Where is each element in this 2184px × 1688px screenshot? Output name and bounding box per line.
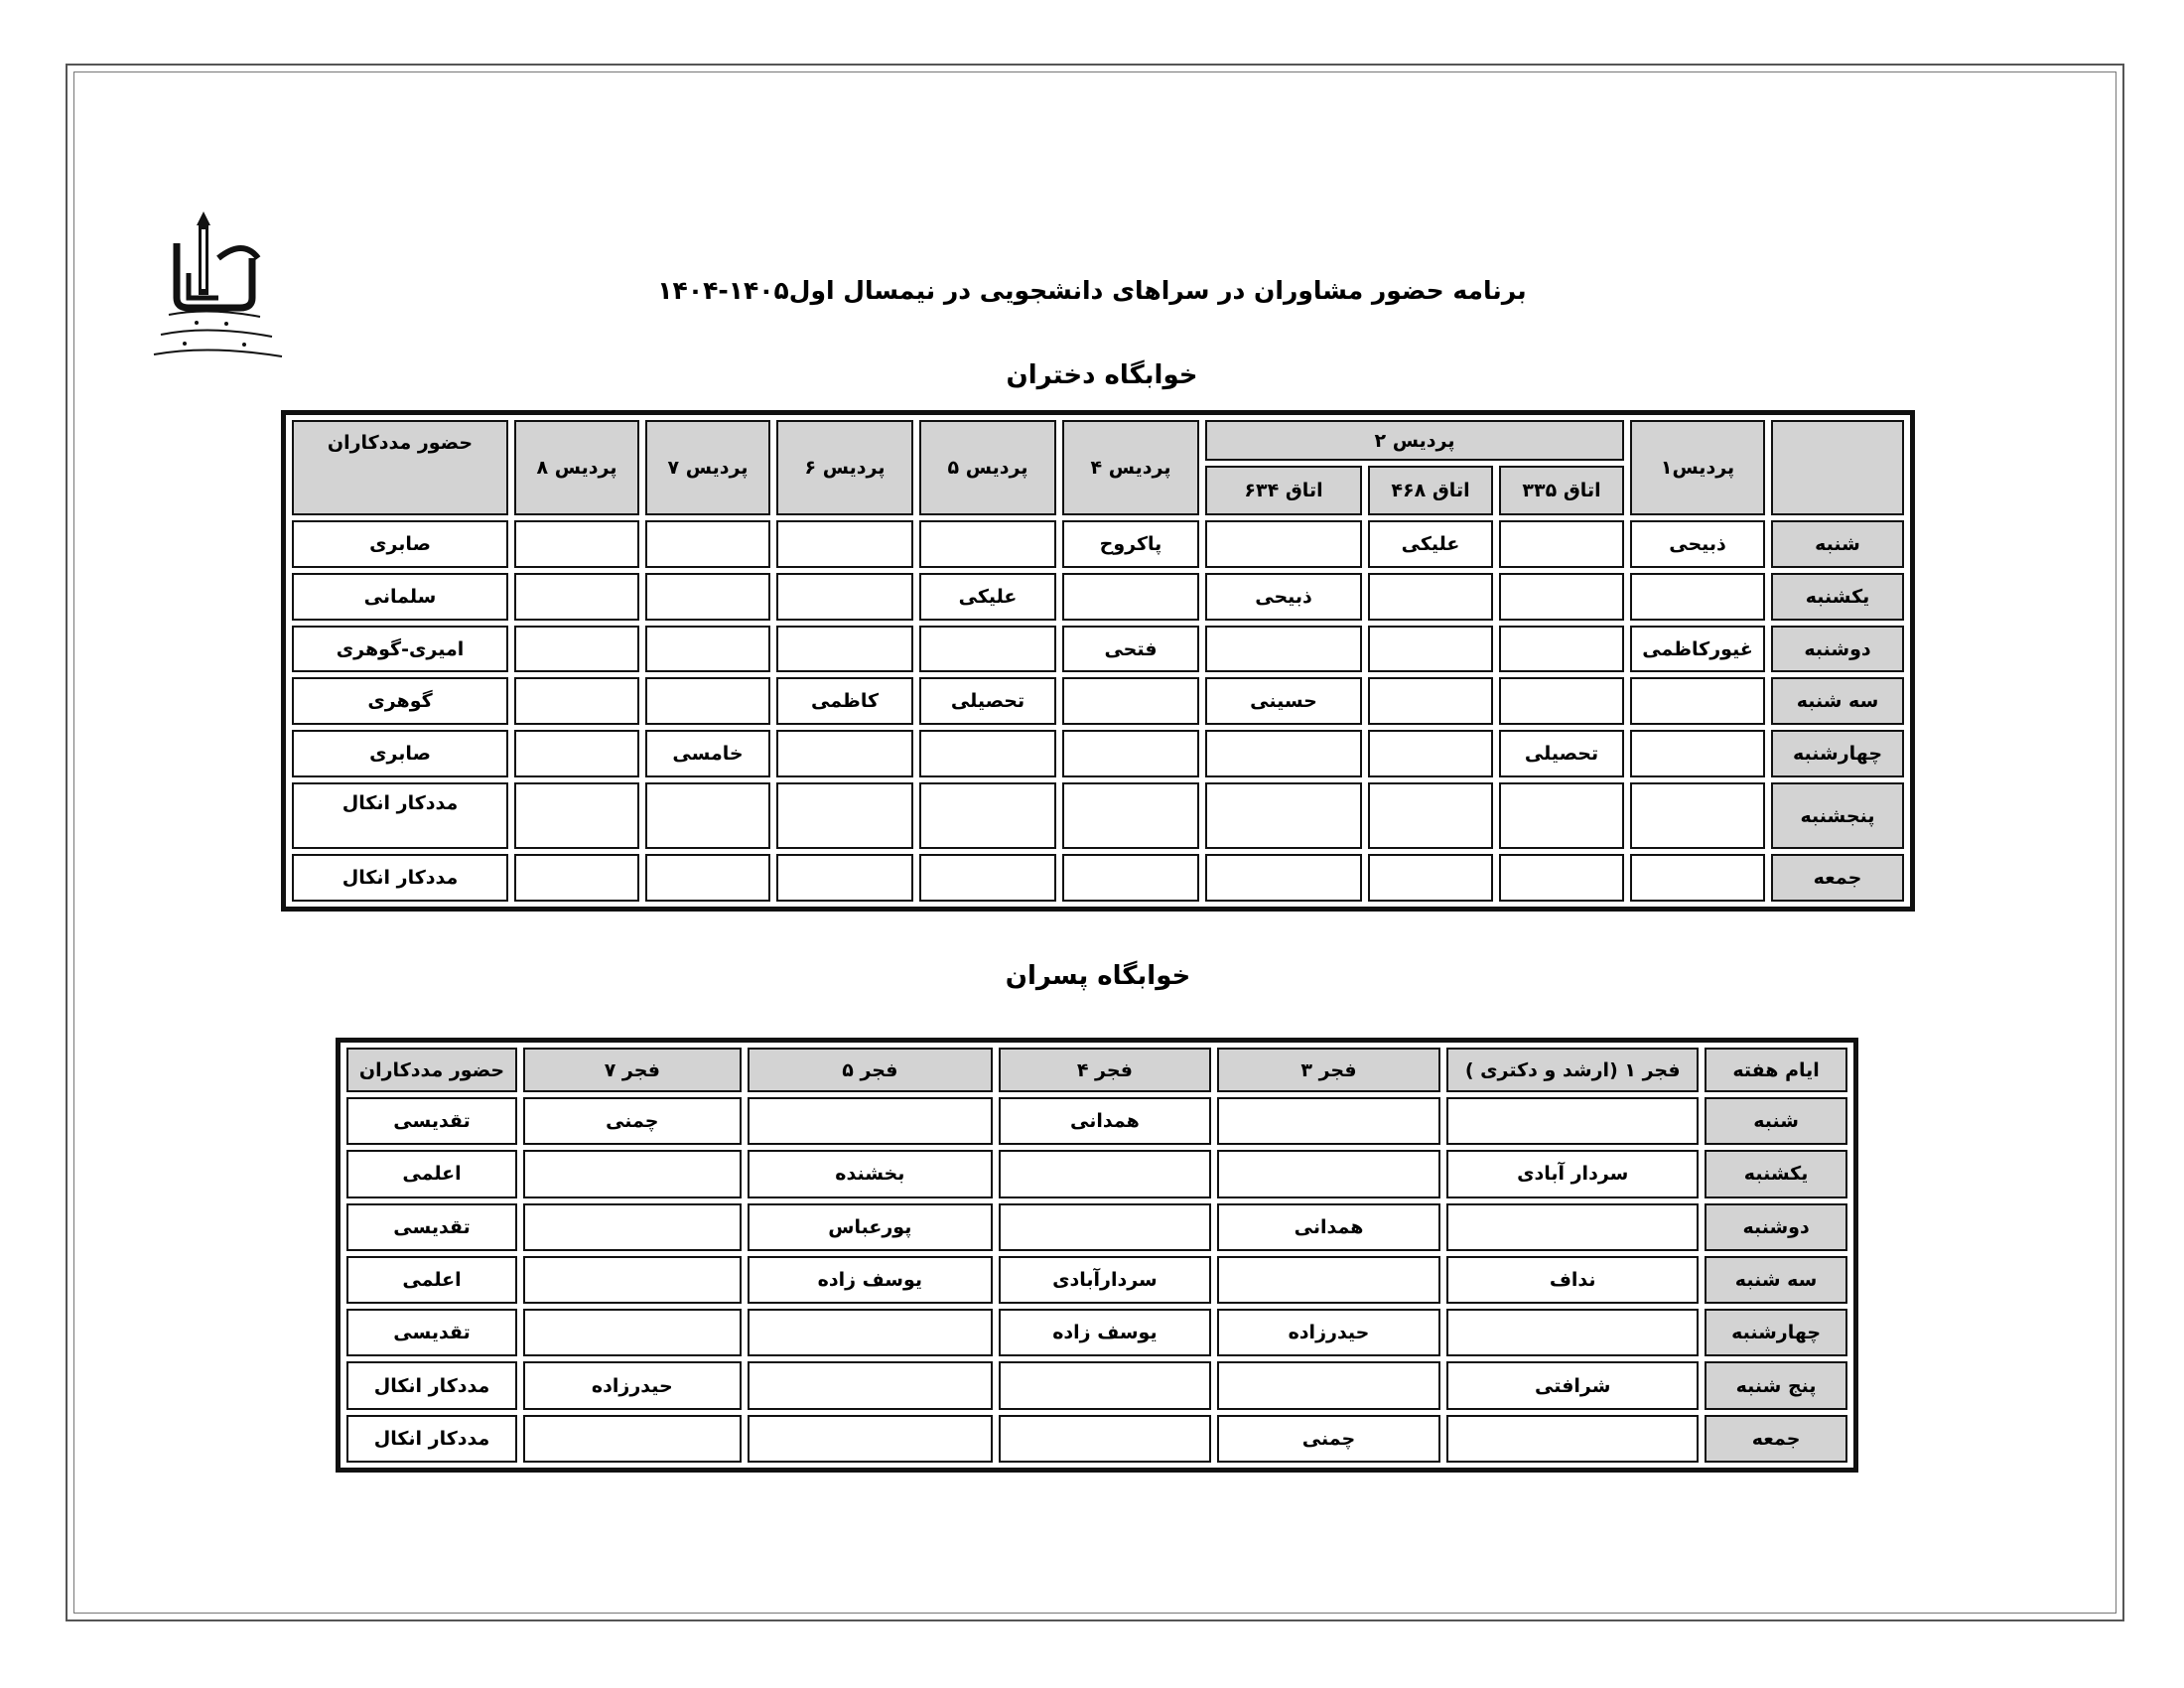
table-cell — [919, 730, 1056, 777]
table-cell — [748, 1309, 994, 1356]
table-cell — [1217, 1097, 1441, 1145]
table-row — [292, 730, 1904, 777]
table-cell — [1499, 782, 1624, 849]
helper-cell: مددکار انکال — [346, 1361, 517, 1409]
day-cell: پنج شنبه — [1705, 1361, 1847, 1409]
table-cell — [1446, 1203, 1699, 1251]
table-row — [346, 1203, 1847, 1251]
table-cell — [1217, 1150, 1441, 1197]
header-room-335: اتاق ۳۳۵ — [1499, 466, 1624, 515]
helper-cell: اعلمی — [346, 1256, 517, 1304]
day-cell: جمعه — [1705, 1415, 1847, 1463]
day-cell: پنجشنبه — [1771, 782, 1904, 849]
table-cell — [514, 520, 639, 568]
header-weekdays: ایام هفته — [1705, 1048, 1847, 1092]
table-cell — [1368, 573, 1493, 621]
table-cell: غیورکاظمی — [1630, 626, 1765, 673]
helper-cell: گوهری — [292, 677, 508, 725]
helper-cell: اعلمی — [346, 1150, 517, 1197]
table-cell — [919, 626, 1056, 673]
table-cell — [1062, 677, 1199, 725]
header-room-634: اتاق ۶۳۴ — [1205, 466, 1362, 515]
table-cell — [776, 626, 913, 673]
table-cell — [999, 1150, 1211, 1197]
header-pardis-7: پردیس ۷ — [645, 420, 770, 515]
header-fajr-4: فجر ۴ — [999, 1048, 1211, 1092]
table-row — [292, 573, 1904, 621]
table-cell — [645, 854, 770, 902]
table-cell: شرافتی — [1446, 1361, 1699, 1409]
table-cell — [776, 730, 913, 777]
table-cell — [645, 520, 770, 568]
helper-cell: مددکار انکال — [346, 1415, 517, 1463]
table-cell — [523, 1203, 742, 1251]
table-cell — [645, 782, 770, 849]
table-cell — [1368, 730, 1493, 777]
table-cell — [1205, 626, 1362, 673]
table-row — [292, 677, 1904, 725]
table-cell — [1062, 854, 1199, 902]
girls-dorm-heading: خوابگاه دختران — [1006, 360, 1198, 390]
table-cell: کاظمی — [776, 677, 913, 725]
day-cell: شنبه — [1771, 520, 1904, 568]
header-helpers: حضور مددکاران — [292, 420, 508, 515]
table-cell — [1368, 677, 1493, 725]
table-cell — [999, 1415, 1211, 1463]
header-fajr-5: فجر ۵ — [748, 1048, 994, 1092]
table-cell: همدانی — [1217, 1203, 1441, 1251]
table-cell — [514, 573, 639, 621]
table-cell — [776, 573, 913, 621]
header-fajr-1: فجر ۱ (ارشد و دکتری ) — [1446, 1048, 1699, 1092]
table-cell — [523, 1256, 742, 1304]
helper-cell: صابری — [292, 730, 508, 777]
table-cell — [1217, 1256, 1441, 1304]
helper-cell: تقدیسی — [346, 1097, 517, 1145]
table-cell: ذبیحی — [1205, 573, 1362, 621]
table-cell: سردارآبادی — [999, 1256, 1211, 1304]
table-cell: چمنی — [523, 1097, 742, 1145]
table-cell — [645, 677, 770, 725]
table-row — [292, 626, 1904, 673]
table-cell — [1062, 782, 1199, 849]
table-cell — [1446, 1309, 1699, 1356]
table-cell: یوسف زاده — [999, 1309, 1211, 1356]
table-cell: همدانی — [999, 1097, 1211, 1145]
table-row — [346, 1309, 1847, 1356]
table-cell — [1368, 626, 1493, 673]
table-cell — [1368, 782, 1493, 849]
table-cell: حسینی — [1205, 677, 1362, 725]
university-logo — [149, 204, 288, 372]
table-cell — [514, 854, 639, 902]
helper-cell: مددکار انکال — [292, 782, 508, 849]
header-room-468: اتاق ۴۶۸ — [1368, 466, 1493, 515]
header-helpers: حضور مددکاران — [346, 1048, 517, 1092]
table-row — [292, 782, 1904, 849]
corner-header-cell — [1771, 420, 1904, 515]
day-cell: جمعه — [1771, 854, 1904, 902]
table-cell — [1499, 520, 1624, 568]
table-cell: یوسف زاده — [748, 1256, 994, 1304]
header-pardis-5: پردیس ۵ — [919, 420, 1056, 515]
helper-cell: تقدیسی — [346, 1309, 517, 1356]
table-cell — [1205, 782, 1362, 849]
day-cell: شنبه — [1705, 1097, 1847, 1145]
table-row — [346, 1361, 1847, 1409]
helper-cell: سلمانی — [292, 573, 508, 621]
table-cell — [645, 573, 770, 621]
header-fajr-3: فجر ۳ — [1217, 1048, 1441, 1092]
table-row — [346, 1415, 1847, 1463]
table-cell: حیدرزاده — [523, 1361, 742, 1409]
helper-cell: امیری-گوهری — [292, 626, 508, 673]
header-pardis-4: پردیس ۴ — [1062, 420, 1199, 515]
table-cell — [514, 782, 639, 849]
table-cell — [748, 1097, 994, 1145]
table-cell — [919, 782, 1056, 849]
day-cell: چهارشنبه — [1771, 730, 1904, 777]
table-cell — [999, 1203, 1211, 1251]
header-pardis-1: پردیس۱ — [1630, 420, 1765, 515]
table-cell: تحصیلی — [1499, 730, 1624, 777]
table-cell: نداف — [1446, 1256, 1699, 1304]
table-cell — [523, 1309, 742, 1356]
table-cell: خامسی — [645, 730, 770, 777]
day-cell: سه شنبه — [1771, 677, 1904, 725]
day-cell: دوشنبه — [1705, 1203, 1847, 1251]
table-row — [346, 1097, 1847, 1145]
table-cell — [514, 626, 639, 673]
table-cell — [1630, 730, 1765, 777]
table-row — [346, 1256, 1847, 1304]
table-cell — [1205, 730, 1362, 777]
header-pardis-6: پردیس ۶ — [776, 420, 913, 515]
table-cell — [1205, 854, 1362, 902]
day-cell: یکشنبه — [1705, 1150, 1847, 1197]
table-cell: بخشنده — [748, 1150, 994, 1197]
table-cell — [1499, 854, 1624, 902]
header-pardis-2: پردیس ۲ — [1205, 420, 1624, 461]
table-cell — [1062, 730, 1199, 777]
table-cell — [645, 626, 770, 673]
table-cell: پورعباس — [748, 1203, 994, 1251]
table-cell: چمنی — [1217, 1415, 1441, 1463]
table-cell — [748, 1361, 994, 1409]
helper-cell: صابری — [292, 520, 508, 568]
table-cell — [1368, 854, 1493, 902]
table-cell — [1630, 677, 1765, 725]
day-cell: دوشنبه — [1771, 626, 1904, 673]
table-cell: حیدرزاده — [1217, 1309, 1441, 1356]
table-row — [292, 520, 1904, 568]
table-cell — [776, 520, 913, 568]
table-cell — [1630, 573, 1765, 621]
page-title: برنامه حضور مشاوران در سراهای دانشجویی در نیمسال اول۱۴۰۵-۱۴۰۴ — [657, 276, 1527, 305]
table-cell — [514, 730, 639, 777]
table-cell — [523, 1415, 742, 1463]
table-cell — [1446, 1097, 1699, 1145]
header-pardis-8: پردیس ۸ — [514, 420, 639, 515]
boys-schedule-table — [336, 1038, 1858, 1473]
day-cell: چهارشنبه — [1705, 1309, 1847, 1356]
table-cell: فتحی — [1062, 626, 1199, 673]
boys-dorm-heading: خوابگاه پسران — [1005, 961, 1191, 991]
day-cell: یکشنبه — [1771, 573, 1904, 621]
day-cell: سه شنبه — [1705, 1256, 1847, 1304]
table-row — [346, 1150, 1847, 1197]
header-fajr-7: فجر ۷ — [523, 1048, 742, 1092]
table-cell: علیکی — [919, 573, 1056, 621]
girls-schedule-table — [281, 410, 1915, 912]
table-cell — [1499, 626, 1624, 673]
table-cell — [1630, 782, 1765, 849]
table-cell — [1205, 520, 1362, 568]
table-cell — [1630, 854, 1765, 902]
table-cell: پاکروح — [1062, 520, 1199, 568]
table-row — [292, 854, 1904, 902]
table-cell — [776, 854, 913, 902]
table-cell — [1217, 1361, 1441, 1409]
table-cell — [1062, 573, 1199, 621]
table-cell — [1499, 677, 1624, 725]
table-cell: تحصیلی — [919, 677, 1056, 725]
table-cell — [919, 520, 1056, 568]
table-cell — [523, 1150, 742, 1197]
table-cell — [748, 1415, 994, 1463]
table-cell — [1446, 1415, 1699, 1463]
table-cell: سردار آبادی — [1446, 1150, 1699, 1197]
table-cell — [1499, 573, 1624, 621]
table-cell — [514, 677, 639, 725]
helper-cell: تقدیسی — [346, 1203, 517, 1251]
table-cell — [919, 854, 1056, 902]
helper-cell: مددکار انکال — [292, 854, 508, 902]
table-cell — [999, 1361, 1211, 1409]
table-cell — [776, 782, 913, 849]
table-cell: ذبیحی — [1630, 520, 1765, 568]
table-cell: علیکی — [1368, 520, 1493, 568]
